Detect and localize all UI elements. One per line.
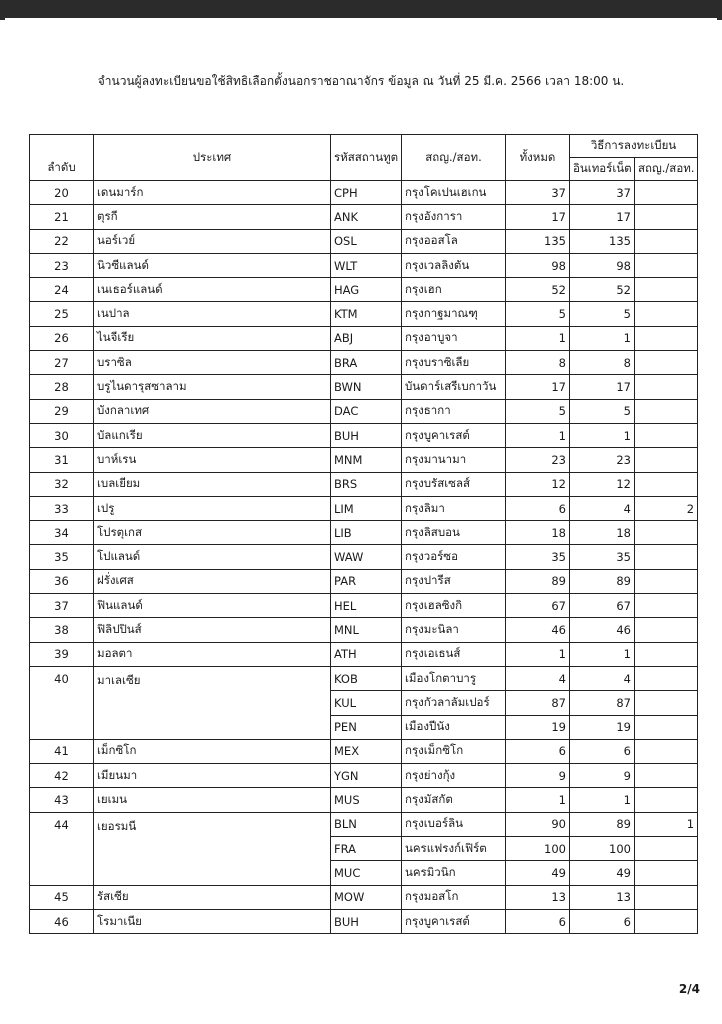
cell-embassy-code: WAW bbox=[331, 545, 402, 569]
cell-country: โรมาเนีย bbox=[94, 909, 331, 933]
table-row bbox=[30, 496, 698, 520]
cell-total: 49 bbox=[506, 861, 570, 885]
cell-country: บัลแกเรีย bbox=[94, 423, 331, 447]
table-row bbox=[30, 181, 698, 205]
table-row bbox=[30, 569, 698, 593]
cell-country: เมียนมา bbox=[94, 764, 331, 788]
cell-internet: 1 bbox=[570, 423, 635, 447]
cell-mission-city: กรุงบูคาเรสต์ bbox=[402, 909, 506, 933]
cell-internet: 37 bbox=[570, 181, 635, 205]
header-mission-method: สถญ./สอท. bbox=[635, 158, 698, 181]
table-row bbox=[30, 788, 698, 812]
header-total: ทั้งหมด bbox=[506, 135, 570, 181]
cell-index: 28 bbox=[30, 375, 94, 399]
cell-internet: 19 bbox=[570, 715, 635, 739]
cell-total: 17 bbox=[506, 205, 570, 229]
cell-mission-city: นครแฟรงก์เฟิร์ต bbox=[402, 837, 506, 861]
cell-total: 6 bbox=[506, 909, 570, 933]
cell-country: เยอรมนี bbox=[94, 812, 331, 885]
cell-mission-city: กรุงมัสกัต bbox=[402, 788, 506, 812]
cell-embassy-code: MNM bbox=[331, 448, 402, 472]
cell-index: 27 bbox=[30, 351, 94, 375]
header-method-group: วิธีการลงทะเบียน bbox=[570, 135, 698, 158]
cell-mission-count bbox=[635, 472, 698, 496]
cell-internet: 49 bbox=[570, 861, 635, 885]
table-row bbox=[30, 739, 698, 763]
cell-total: 1 bbox=[506, 326, 570, 350]
cell-internet: 100 bbox=[570, 837, 635, 861]
cell-internet: 12 bbox=[570, 472, 635, 496]
cell-mission-count bbox=[635, 253, 698, 277]
cell-index: 35 bbox=[30, 545, 94, 569]
table-row bbox=[30, 594, 698, 618]
cell-total: 135 bbox=[506, 229, 570, 253]
cell-embassy-code: KOB bbox=[331, 666, 402, 690]
cell-embassy-code: PEN bbox=[331, 715, 402, 739]
cell-mission-city: กรุงเม็กซิโก bbox=[402, 739, 506, 763]
cell-mission-count bbox=[635, 739, 698, 763]
cell-mission-city: กรุงมานามา bbox=[402, 448, 506, 472]
cell-total: 17 bbox=[506, 375, 570, 399]
cell-embassy-code: KUL bbox=[331, 691, 402, 715]
cell-total: 5 bbox=[506, 302, 570, 326]
cell-index: 43 bbox=[30, 788, 94, 812]
cell-mission-city: กรุงบราซิเลีย bbox=[402, 351, 506, 375]
cell-mission-city: กรุงกัวลาลัมเปอร์ bbox=[402, 691, 506, 715]
cell-internet: 35 bbox=[570, 545, 635, 569]
cell-country: เม็กซิโก bbox=[94, 739, 331, 763]
cell-internet: 98 bbox=[570, 253, 635, 277]
cell-internet: 89 bbox=[570, 812, 635, 836]
cell-total: 12 bbox=[506, 472, 570, 496]
table-row bbox=[30, 205, 698, 229]
cell-index: 33 bbox=[30, 496, 94, 520]
cell-internet: 17 bbox=[570, 205, 635, 229]
cell-country: เยเมน bbox=[94, 788, 331, 812]
cell-embassy-code: CPH bbox=[331, 181, 402, 205]
cell-total: 5 bbox=[506, 399, 570, 423]
cell-internet: 87 bbox=[570, 691, 635, 715]
cell-mission-city: กรุงเอเธนส์ bbox=[402, 642, 506, 666]
table-body bbox=[30, 181, 698, 934]
cell-internet: 1 bbox=[570, 326, 635, 350]
cell-index: 20 bbox=[30, 181, 94, 205]
header-country: ประเทศ bbox=[94, 135, 331, 181]
table-row bbox=[30, 229, 698, 253]
cell-internet: 13 bbox=[570, 885, 635, 909]
cell-mission-count bbox=[635, 861, 698, 885]
cell-mission-city: กรุงบรัสเซลส์ bbox=[402, 472, 506, 496]
cell-embassy-code: DAC bbox=[331, 399, 402, 423]
cell-mission-city: เมืองปีนัง bbox=[402, 715, 506, 739]
cell-total: 98 bbox=[506, 253, 570, 277]
cell-embassy-code: ABJ bbox=[331, 326, 402, 350]
cell-mission-city: กรุงออสโล bbox=[402, 229, 506, 253]
cell-mission-city: กรุงเฮก bbox=[402, 278, 506, 302]
cell-mission-city: กรุงอาบูจา bbox=[402, 326, 506, 350]
cell-mission-count bbox=[635, 326, 698, 350]
cell-internet: 6 bbox=[570, 739, 635, 763]
cell-mission-city: กรุงมอสโก bbox=[402, 885, 506, 909]
cell-total: 19 bbox=[506, 715, 570, 739]
cell-country: เนปาล bbox=[94, 302, 331, 326]
cell-embassy-code: HEL bbox=[331, 594, 402, 618]
cell-total: 4 bbox=[506, 666, 570, 690]
cell-internet: 18 bbox=[570, 521, 635, 545]
cell-total: 52 bbox=[506, 278, 570, 302]
cell-mission-city: กรุงปารีส bbox=[402, 569, 506, 593]
document-title: จำนวนผู้ลงทะเบียนขอใช้สิทธิเลือกตั้งนอกราชอาณาจักร ข้อมูล ณ วันที่ 25 มี.ค. 2566 เวลา 18:00 น. bbox=[97, 74, 625, 88]
cell-index: 26 bbox=[30, 326, 94, 350]
cell-index: 36 bbox=[30, 569, 94, 593]
cell-index: 22 bbox=[30, 229, 94, 253]
cell-mission-city: กรุงเฮลซิงกิ bbox=[402, 594, 506, 618]
cell-mission-city: กรุงอังการา bbox=[402, 205, 506, 229]
cell-country: นิวซีแลนด์ bbox=[94, 253, 331, 277]
cell-country: เปรู bbox=[94, 496, 331, 520]
cell-country: โปแลนด์ bbox=[94, 545, 331, 569]
cell-mission-city: กรุงบูคาเรสต์ bbox=[402, 423, 506, 447]
table-row bbox=[30, 618, 698, 642]
cell-embassy-code: ANK bbox=[331, 205, 402, 229]
cell-total: 35 bbox=[506, 545, 570, 569]
page-number: 2/4 bbox=[678, 982, 700, 996]
cell-index: 40 bbox=[30, 666, 94, 739]
cell-mission-count bbox=[635, 302, 698, 326]
cell-total: 1 bbox=[506, 642, 570, 666]
cell-total: 46 bbox=[506, 618, 570, 642]
cell-country: ฟินแลนด์ bbox=[94, 594, 331, 618]
cell-internet: 17 bbox=[570, 375, 635, 399]
cell-country: เบลเยียม bbox=[94, 472, 331, 496]
table-row bbox=[30, 812, 698, 836]
cell-mission-count bbox=[635, 715, 698, 739]
cell-mission-count bbox=[635, 909, 698, 933]
cell-mission-city: กรุงลิมา bbox=[402, 496, 506, 520]
cell-embassy-code: MUC bbox=[331, 861, 402, 885]
cell-embassy-code: BWN bbox=[331, 375, 402, 399]
cell-embassy-code: PAR bbox=[331, 569, 402, 593]
cell-country: มอลตา bbox=[94, 642, 331, 666]
cell-mission-city: กรุงเวลลิงตัน bbox=[402, 253, 506, 277]
cell-embassy-code: MEX bbox=[331, 739, 402, 763]
cell-internet: 5 bbox=[570, 399, 635, 423]
cell-mission-count bbox=[635, 423, 698, 447]
table-row bbox=[30, 472, 698, 496]
cell-index: 44 bbox=[30, 812, 94, 885]
cell-total: 13 bbox=[506, 885, 570, 909]
cell-mission-count bbox=[635, 229, 698, 253]
cell-index: 38 bbox=[30, 618, 94, 642]
table-row bbox=[30, 351, 698, 375]
cell-internet: 1 bbox=[570, 788, 635, 812]
cell-mission-count bbox=[635, 691, 698, 715]
cell-index: 21 bbox=[30, 205, 94, 229]
cell-internet: 6 bbox=[570, 909, 635, 933]
cell-mission-count bbox=[635, 885, 698, 909]
header-index: ลำดับ bbox=[30, 135, 94, 181]
header-mission: สถญ./สอท. bbox=[402, 135, 506, 181]
cell-mission-count bbox=[635, 545, 698, 569]
cell-mission-count bbox=[635, 788, 698, 812]
cell-index: 41 bbox=[30, 739, 94, 763]
cell-mission-count bbox=[635, 642, 698, 666]
cell-embassy-code: FRA bbox=[331, 837, 402, 861]
table-row bbox=[30, 253, 698, 277]
cell-total: 6 bbox=[506, 739, 570, 763]
table-row bbox=[30, 642, 698, 666]
cell-total: 67 bbox=[506, 594, 570, 618]
cell-index: 42 bbox=[30, 764, 94, 788]
table-row bbox=[30, 423, 698, 447]
cell-embassy-code: BLN bbox=[331, 812, 402, 836]
cell-mission-city: กรุงมะนิลา bbox=[402, 618, 506, 642]
cell-embassy-code: BUH bbox=[331, 423, 402, 447]
cell-mission-count bbox=[635, 448, 698, 472]
cell-internet: 1 bbox=[570, 642, 635, 666]
cell-total: 87 bbox=[506, 691, 570, 715]
cell-country: เนเธอร์แลนด์ bbox=[94, 278, 331, 302]
cell-total: 90 bbox=[506, 812, 570, 836]
cell-mission-city: กรุงลิสบอน bbox=[402, 521, 506, 545]
cell-mission-count bbox=[635, 181, 698, 205]
cell-embassy-code: OSL bbox=[331, 229, 402, 253]
cell-embassy-code: HAG bbox=[331, 278, 402, 302]
cell-mission-count bbox=[635, 618, 698, 642]
cell-mission-count bbox=[635, 837, 698, 861]
cell-internet: 4 bbox=[570, 496, 635, 520]
cell-mission-count: 2 bbox=[635, 496, 698, 520]
cell-index: 39 bbox=[30, 642, 94, 666]
cell-embassy-code: ATH bbox=[331, 642, 402, 666]
cell-country: นอร์เวย์ bbox=[94, 229, 331, 253]
cell-country: มาเลเซีย bbox=[94, 666, 331, 739]
cell-total: 1 bbox=[506, 788, 570, 812]
cell-country: ตุรกี bbox=[94, 205, 331, 229]
cell-total: 18 bbox=[506, 521, 570, 545]
cell-mission-count bbox=[635, 375, 698, 399]
cell-index: 45 bbox=[30, 885, 94, 909]
cell-internet: 5 bbox=[570, 302, 635, 326]
cell-mission-city: เมืองโกตาบารู bbox=[402, 666, 506, 690]
cell-mission-city: กรุงโคเปนเฮเกน bbox=[402, 181, 506, 205]
cell-internet: 9 bbox=[570, 764, 635, 788]
cell-internet: 4 bbox=[570, 666, 635, 690]
cell-country: บราซิล bbox=[94, 351, 331, 375]
cell-index: 31 bbox=[30, 448, 94, 472]
cell-mission-city: กรุงเบอร์ลิน bbox=[402, 812, 506, 836]
table-row bbox=[30, 885, 698, 909]
cell-mission-count bbox=[635, 205, 698, 229]
cell-mission-count bbox=[635, 569, 698, 593]
cell-embassy-code: YGN bbox=[331, 764, 402, 788]
cell-internet: 23 bbox=[570, 448, 635, 472]
cell-embassy-code: LIM bbox=[331, 496, 402, 520]
cell-mission-count bbox=[635, 594, 698, 618]
cell-embassy-code: BRS bbox=[331, 472, 402, 496]
cell-country: บังกลาเทศ bbox=[94, 399, 331, 423]
cell-total: 1 bbox=[506, 423, 570, 447]
cell-mission-count bbox=[635, 351, 698, 375]
table-row bbox=[30, 448, 698, 472]
table-row bbox=[30, 521, 698, 545]
cell-total: 9 bbox=[506, 764, 570, 788]
cell-internet: 89 bbox=[570, 569, 635, 593]
cell-index: 25 bbox=[30, 302, 94, 326]
cell-embassy-code: MNL bbox=[331, 618, 402, 642]
cell-index: 46 bbox=[30, 909, 94, 933]
table-row bbox=[30, 278, 698, 302]
cell-country: โปรตุเกส bbox=[94, 521, 331, 545]
cell-internet: 8 bbox=[570, 351, 635, 375]
cell-index: 23 bbox=[30, 253, 94, 277]
table-row bbox=[30, 375, 698, 399]
cell-country: ฟิลิปปินส์ bbox=[94, 618, 331, 642]
cell-index: 30 bbox=[30, 423, 94, 447]
cell-embassy-code: BUH bbox=[331, 909, 402, 933]
cell-mission-count bbox=[635, 278, 698, 302]
cell-total: 23 bbox=[506, 448, 570, 472]
cell-country: บรูไนดารุสซาลาม bbox=[94, 375, 331, 399]
cell-mission-city: นครมิวนิก bbox=[402, 861, 506, 885]
cell-country: ไนจีเรีย bbox=[94, 326, 331, 350]
cell-total: 100 bbox=[506, 837, 570, 861]
cell-mission-city: กรุงกาฐมาณฑุ bbox=[402, 302, 506, 326]
cell-total: 89 bbox=[506, 569, 570, 593]
cell-index: 24 bbox=[30, 278, 94, 302]
cell-internet: 52 bbox=[570, 278, 635, 302]
table-row bbox=[30, 399, 698, 423]
cell-mission-city: กรุงวอร์ซอ bbox=[402, 545, 506, 569]
table-row bbox=[30, 764, 698, 788]
cell-country: บาห์เรน bbox=[94, 448, 331, 472]
cell-internet: 135 bbox=[570, 229, 635, 253]
cell-mission-count: 1 bbox=[635, 812, 698, 836]
cell-mission-count bbox=[635, 764, 698, 788]
header-embassy-code: รหัสสถานทูต bbox=[331, 135, 402, 181]
cell-index: 29 bbox=[30, 399, 94, 423]
cell-embassy-code: BRA bbox=[331, 351, 402, 375]
cell-embassy-code: LIB bbox=[331, 521, 402, 545]
registration-table bbox=[29, 134, 698, 934]
cell-total: 8 bbox=[506, 351, 570, 375]
header-internet: อินเทอร์เน็ต bbox=[570, 158, 635, 181]
cell-mission-count bbox=[635, 399, 698, 423]
cell-internet: 67 bbox=[570, 594, 635, 618]
cell-country: ฝรั่งเศส bbox=[94, 569, 331, 593]
cell-country: รัสเซีย bbox=[94, 885, 331, 909]
table-row bbox=[30, 666, 698, 690]
table-row bbox=[30, 326, 698, 350]
cell-mission-count bbox=[635, 666, 698, 690]
cell-index: 32 bbox=[30, 472, 94, 496]
cell-mission-city: บันดาร์เสรีเบกาวัน bbox=[402, 375, 506, 399]
table-row bbox=[30, 302, 698, 326]
cell-mission-city: กรุงธากา bbox=[402, 399, 506, 423]
cell-index: 34 bbox=[30, 521, 94, 545]
cell-embassy-code: MOW bbox=[331, 885, 402, 909]
cell-total: 6 bbox=[506, 496, 570, 520]
table-row bbox=[30, 909, 698, 933]
cell-internet: 46 bbox=[570, 618, 635, 642]
cell-total: 37 bbox=[506, 181, 570, 205]
cell-mission-city: กรุงย่างกุ้ง bbox=[402, 764, 506, 788]
cell-index: 37 bbox=[30, 594, 94, 618]
cell-embassy-code: MUS bbox=[331, 788, 402, 812]
cell-embassy-code: WLT bbox=[331, 253, 402, 277]
cell-mission-count bbox=[635, 521, 698, 545]
cell-embassy-code: KTM bbox=[331, 302, 402, 326]
cell-country: เดนมาร์ก bbox=[94, 181, 331, 205]
top-bar bbox=[0, 0, 722, 20]
table-row bbox=[30, 545, 698, 569]
